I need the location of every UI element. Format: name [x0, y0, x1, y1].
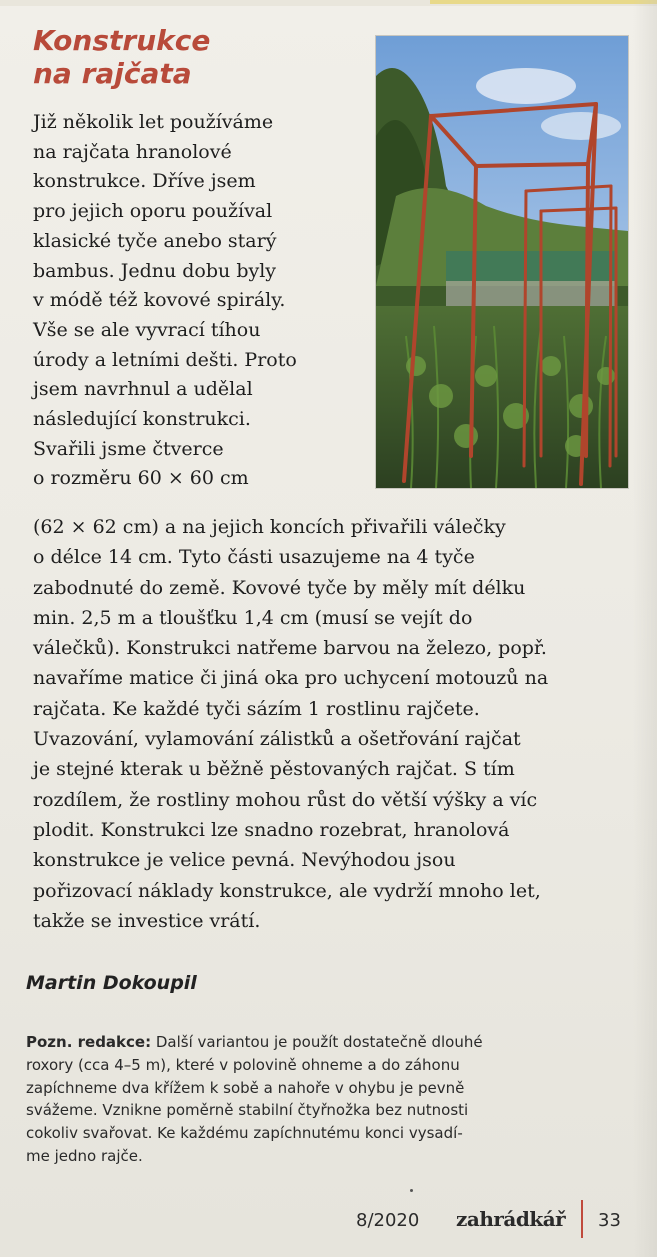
- body-line: (62 × 62 cm) a na jejich koncích přivařili válečky: [33, 516, 506, 538]
- body-line: navaříme matice či jiná oka pro uchycení motouzů na: [33, 667, 549, 690]
- body-line: klasické tyče anebo starý: [33, 229, 277, 252]
- body-line: Již několik let používáme: [33, 111, 274, 133]
- body-line: zabodnuté do země. Kovové tyče by měly mít délku: [33, 576, 526, 599]
- note-label: Pozn. redakce:: [26, 1033, 152, 1051]
- body-line: konstrukce. Dříve jsem: [33, 170, 256, 193]
- body-line: válečků). Konstrukci natřeme barvou na železo, popř.: [33, 637, 547, 660]
- body-line: je stejné kterak u běžně pěstovaných rajčat. S tím: [33, 758, 515, 781]
- body-line: o rozměru 60 × 60 cm: [33, 467, 249, 490]
- body-line: na rajčata hranolové: [33, 140, 232, 163]
- body-line: Uvazování, vylamování zálistků a ošetřování rajčat: [33, 728, 521, 751]
- body-line: konstrukce je velice pevná. Nevýhodou jsou: [33, 849, 456, 872]
- body-line: o délce 14 cm. Tyto části usazujeme na 4 tyče: [33, 546, 475, 569]
- article-title-line: na rajčata: [33, 57, 192, 90]
- magazine-brand: zahrádkář: [456, 1207, 566, 1231]
- page-edge-shadow: [633, 0, 657, 1257]
- issue-number: 8/2020: [356, 1210, 420, 1231]
- body-line: bambus. Jednu dobu byly: [33, 259, 277, 282]
- article-title-line: Konstrukce: [33, 24, 211, 57]
- article-title: [33, 24, 363, 90]
- article-body-wide: [33, 512, 548, 936]
- body-line: Vše se ale vyvrací tíhou: [33, 318, 261, 341]
- note-first-line: [26, 1031, 483, 1054]
- note-first-line-text: Další variantou je použít dostatečně dlouhé: [151, 1033, 483, 1051]
- note-line: zapíchneme dva křížem k sobě a nahoře v ohybu je pevně: [26, 1078, 465, 1097]
- body-line: plodit. Konstrukci lze snadno rozebrat, hranolová: [33, 818, 510, 841]
- tomato-frame-photo-illustration: [376, 36, 628, 488]
- article-author: Martin Dokoupil: [26, 972, 197, 994]
- body-line: rajčata. Ke každé tyči sázím 1 rostlinu rajčete.: [33, 697, 480, 720]
- body-line: takže se investice vrátí.: [33, 909, 261, 932]
- body-line: následující konstrukci.: [33, 408, 251, 431]
- footer-divider: [581, 1200, 583, 1238]
- note-line: roxory (cca 4–5 m), které v polovině ohneme a do záhonu: [26, 1055, 460, 1074]
- note-line: cokoliv svařovat. Ke každému zapíchnutému konci vysadí-: [26, 1124, 463, 1143]
- page-footer: [0, 1200, 657, 1240]
- body-line: Svařili jsme čtverce: [33, 437, 224, 460]
- body-line: jsem navrhnul a udělal: [33, 378, 253, 401]
- body-line: pro jejich oporu používal: [33, 200, 273, 223]
- note-line: svážeme. Vznikne poměrně stabilní čtyřnožka bez nutnosti: [26, 1101, 469, 1120]
- note-line: me jedno rajče.: [26, 1146, 143, 1165]
- article-body-narrow: [33, 108, 297, 494]
- body-line: úrody a letními dešti. Proto: [33, 348, 297, 371]
- editorial-note: [26, 1031, 483, 1168]
- page-top-accent: [430, 0, 657, 4]
- footer-dot: [410, 1189, 413, 1192]
- page-number: 33: [598, 1210, 621, 1231]
- body-line: rozdílem, že rostliny mohou růst do větší výšky a víc: [33, 788, 538, 811]
- body-line: v módě též kovové spirály.: [33, 289, 286, 312]
- body-line: pořizovací náklady konstrukce, ale vydrží mnoho let,: [33, 879, 541, 902]
- body-line: min. 2,5 m a tloušťku 1,4 cm (musí se vejít do: [33, 606, 473, 629]
- tomato-frame-photo: [375, 35, 629, 489]
